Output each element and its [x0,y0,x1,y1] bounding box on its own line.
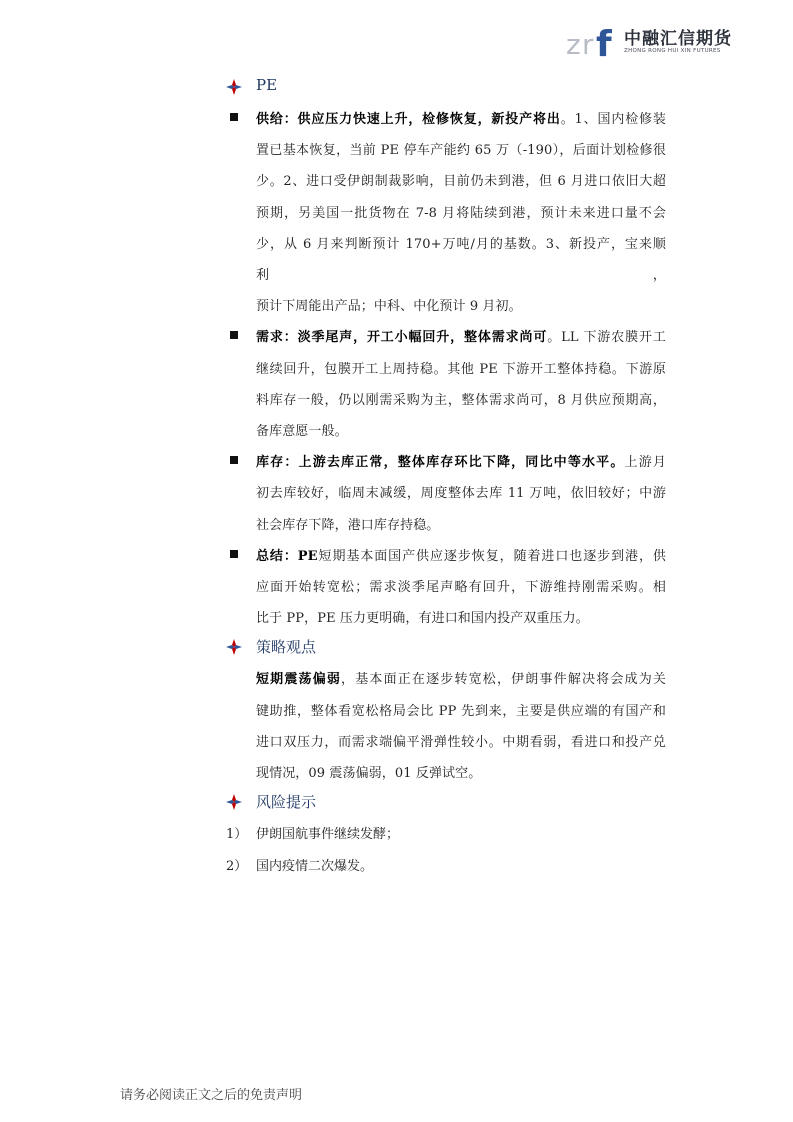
strategy-line-2: 键助推，整体看宽松格局会比 PP 先到来，主要是供应端的有国产和 [256,703,666,719]
summary-bullet [226,541,666,635]
risk-heading [226,789,666,817]
summary-line-2: 应面开始转宽松；需求淡季尾声略有回升，下游维持刚需采购。相 [256,580,666,596]
supply-line-5: 少，从 6 月来判断预计 170+万吨/月的基数。3、新投产，宝来顺利， [256,236,666,284]
supply-bold-lead: 供给：供应压力快速上升，检修恢复，新投产将出 [256,112,561,127]
strategy-paragraph [226,664,666,789]
pe-heading [226,74,666,102]
strategy-line-3: 进口双压力，而需求端偏平滑弹性较小。中期看弱，看进口和投产兑 [256,734,666,750]
strategy-heading-label: 策略观点 [256,638,317,657]
heading-marker-icon [226,794,242,810]
bullet-square-icon [230,331,238,339]
pe-heading-label: PE [256,76,278,94]
risk-list [226,819,666,882]
demand-line-2: 继续回升，包膜开工上周持稳。其他 PE 下游开工整体持稳。下游原 [256,361,666,377]
supply-line-2: 置已基本恢复，当前 PE 停车产能约 65 万（-190），后面计划检修很 [256,143,666,159]
inventory-line-2: 初去库较好，临周末减缓，周度整体去库 11 万吨，依旧较好；中游 [256,486,666,502]
bullet-square-icon [230,456,238,464]
strategy-line-4: 现情况，09 震荡偏弱，01 反弹试空。 [256,766,482,782]
supply-line-6: 预计下周能出产品；中科、中化预计 9 月初。 [256,299,522,315]
footer-disclaimer: 请务必阅读正文之后的免责声明 [120,1088,303,1103]
supply-line-3: 少。2、进口受伊朗制裁影响，目前仍未到港，但 6 月进口依旧大超 [256,174,666,190]
list-item: 2） 国内疫情二次爆发。 [226,858,374,874]
demand-line-4: 备库意愿一般。 [256,424,348,440]
summary-bold-lead: 总结：PE [256,548,318,564]
svg-text:z: z [566,28,581,61]
inventory-line-1: 库存：上游去库正常，整体库存环比下降，同比中等水平。上游月 [256,455,666,471]
logo-chinese-name: 中融汇信期货 [624,29,732,49]
inventory-bullet [226,447,666,541]
demand-line-1: 需求：淡季尾声，开工小幅回升，整体需求尚可。LL 下游农膜开工 [256,330,666,346]
heading-marker-icon [226,79,242,95]
strategy-heading [226,634,666,662]
risk-heading-label: 风险提示 [256,793,317,812]
supply-line-4: 预期，另美国一批货物在 7-8 月将陆续到港，预计未来进口量不会 [256,205,666,221]
supply-line-1: 供给：供应压力快速上升，检修恢复，新投产将出。1、国内检修装 [256,112,667,127]
logo-english-name: ZHONG RONG HUI XIN FUTURES [624,48,721,54]
summary-line-3: 比于 PP，PE 压力更明确，有进口和国内投产双重压力。 [256,611,589,627]
heading-marker-icon [226,639,242,655]
bullet-square-icon [230,550,238,558]
demand-bullet [226,322,666,447]
svg-text:r: r [582,28,594,61]
inventory-bold-lead: 库存：上游去库正常，整体库存环比下降，同比中等水平。 [256,455,625,471]
summary-line-1: 总结：PE短期基本面国产供应逐步恢复，随着进口也逐步到港，供 [256,548,666,564]
report-body [226,74,666,882]
demand-line-3: 料库存一般，仍以刚需采购为主，整体需求尚可，8 月供应预期高， [256,392,666,408]
list-item: 1） 伊朗国航事件继续发酵； [226,827,400,843]
strategy-line-1: 短期震荡偏弱，基本面正在逐步转宽松，伊朗事件解决将会成为关 [256,672,666,688]
strategy-bold-lead: 短期震荡偏弱 [256,672,342,688]
inventory-line-3: 社会库存下降，港口库存持稳。 [256,517,440,533]
supply-bullet [226,104,666,322]
demand-bold-lead: 需求：淡季尾声，开工小幅回升，整体需求尚可 [256,330,548,346]
zrf-logo-mark [566,20,620,64]
bullet-square-icon [230,113,238,121]
company-logo [566,20,756,64]
svg-text:f: f [596,24,612,64]
